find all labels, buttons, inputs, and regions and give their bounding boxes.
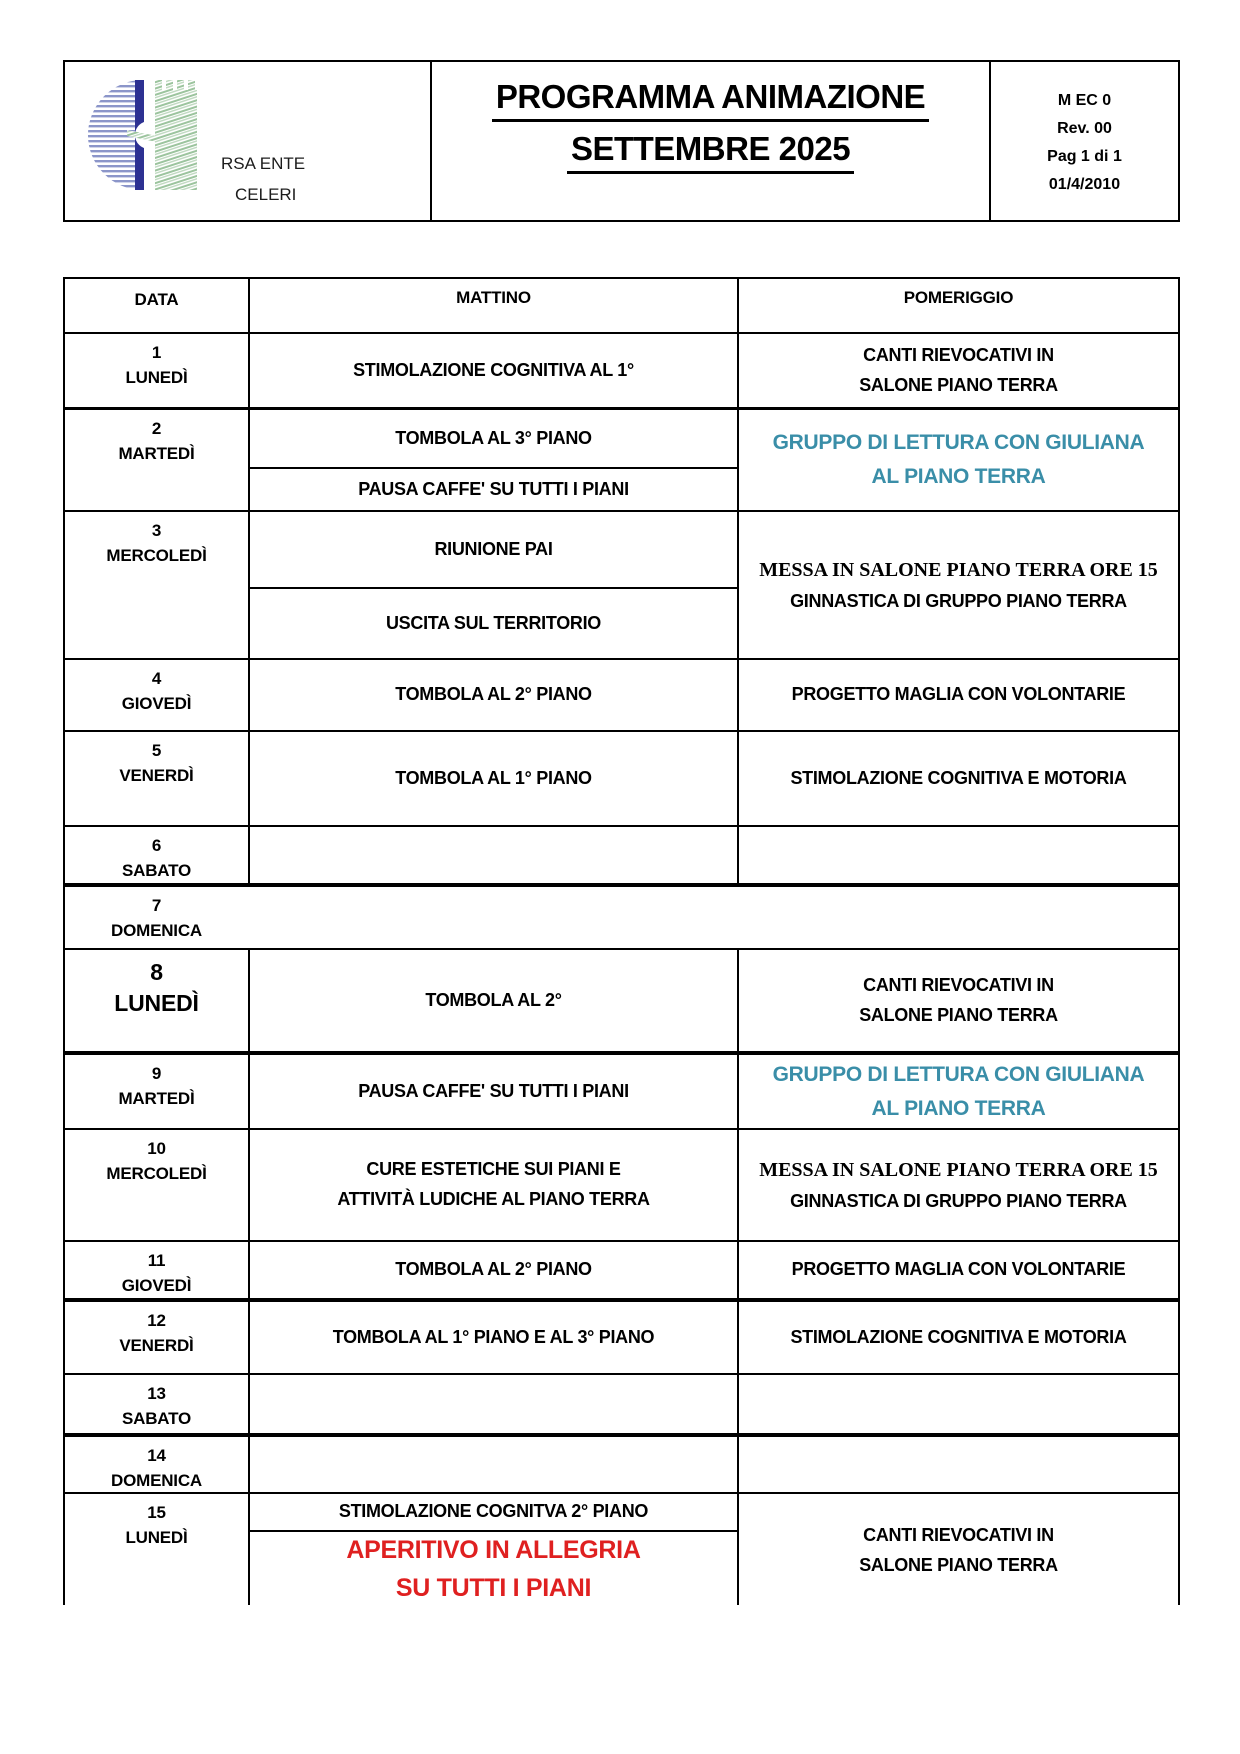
date-day: MERCOLEDÌ: [106, 1163, 207, 1183]
pomeriggio-cell: [737, 950, 1178, 1051]
activity-line: TOMBOLA AL 2° PIANO: [395, 684, 592, 705]
title-cell: [430, 62, 989, 220]
schedule-table: [63, 277, 1180, 1605]
mattino-subcell: [250, 1494, 737, 1530]
table-row: [65, 887, 1178, 950]
table-body: [65, 334, 1178, 1605]
date-day: LUNEDÌ: [125, 367, 188, 387]
date-number: 10: [147, 1139, 166, 1158]
date-number: 11: [147, 1251, 166, 1270]
table-row: [65, 1375, 1178, 1437]
date-day: DOMENICA: [111, 920, 202, 940]
mattino-subcell: [250, 467, 737, 510]
pomeriggio-cell: [737, 1055, 1178, 1128]
activity-line: AL PIANO TERRA: [871, 465, 1046, 488]
mattino-subcell: [250, 660, 737, 730]
date-cell: [65, 660, 248, 730]
date-day: VENERDÌ: [119, 1335, 194, 1355]
activity-line: STIMOLAZIONE COGNITIVA AL 1°: [353, 359, 634, 380]
mattino-subcell: [250, 1530, 737, 1605]
activity-line: CANTI RIEVOCATIVI IN: [863, 344, 1054, 365]
mattino-cell: [248, 512, 737, 658]
table-row: [65, 1130, 1178, 1242]
date-number: 7: [151, 896, 162, 915]
activity-line: GRUPPO DI LETTURA CON GIULIANA: [772, 1062, 1145, 1086]
merged-empty-cell: [248, 887, 1178, 948]
pomeriggio-cell: [737, 660, 1178, 730]
date-cell: [65, 512, 248, 658]
date-cell: [65, 1130, 248, 1240]
date-day: MARTEDÌ: [118, 1088, 195, 1108]
mattino-subcell: [250, 587, 737, 658]
date-number: 9: [151, 1064, 162, 1083]
activity-line: TOMBOLA AL 3° PIANO: [395, 427, 592, 448]
date-cell: [65, 1242, 248, 1298]
table-header-row: [65, 279, 1178, 334]
pomeriggio-cell: [737, 1494, 1178, 1605]
date-number: 8: [150, 959, 163, 985]
date-day: SABATO: [121, 1408, 191, 1428]
mattino-cell: [248, 334, 737, 407]
mattino-cell: [248, 660, 737, 730]
mattino-cell: [248, 1055, 737, 1128]
doc-subtitle: SETTEMBRE 2025: [567, 130, 854, 174]
date-cell: [65, 887, 248, 948]
column-header-pomeriggio: POMERIGGIO: [737, 279, 1178, 332]
date-cell: [65, 732, 248, 825]
date-day: GIOVEDÌ: [121, 693, 192, 713]
mattino-subcell: [250, 410, 737, 467]
table-row: [65, 410, 1178, 512]
table-row: [65, 334, 1178, 410]
activity-line: STIMOLAZIONE COGNITIVA E MOTORIA: [790, 1326, 1127, 1347]
date-number: 2: [151, 419, 162, 438]
mattino-cell: [248, 732, 737, 825]
pomeriggio-cell: [737, 1375, 1178, 1433]
pomeriggio-cell: [737, 827, 1178, 883]
activity-line: SALONE PIANO TERRA: [859, 1554, 1058, 1575]
date-number: 1: [151, 343, 162, 362]
pomeriggio-cell: [737, 1242, 1178, 1298]
date-cell: [65, 950, 248, 1051]
activity-line: PAUSA CAFFE' SU TUTTI I PIANI: [358, 1080, 629, 1101]
mattino-subcell: [250, 512, 737, 587]
pomeriggio-cell: [737, 732, 1178, 825]
date-cell: [65, 1302, 248, 1373]
pomeriggio-cell: [737, 334, 1178, 407]
date-number: 5: [151, 741, 162, 760]
org-name-line1: RSA ENTE: [221, 154, 306, 173]
date-day: MARTEDÌ: [118, 443, 195, 463]
mattino-cell: [248, 1494, 737, 1605]
date-day: VENERDÌ: [119, 765, 194, 785]
doc-code: M EC 0: [1057, 92, 1112, 109]
mattino-subcell: [250, 950, 737, 1051]
activity-line: AL PIANO TERRA: [871, 1096, 1046, 1120]
activity-line: TOMBOLA AL 1° PIANO: [395, 767, 592, 788]
pomeriggio-cell: [737, 1130, 1178, 1240]
doc-info-cell: [989, 62, 1178, 220]
activity-line: PROGETTO MAGLIA CON VOLONTARIE: [791, 1259, 1126, 1280]
activity-line: SU TUTTI I PIANI: [395, 1573, 592, 1602]
mattino-subcell: [250, 1130, 737, 1240]
date-day: DOMENICA: [111, 1470, 202, 1490]
activity-line: GINNASTICA DI GRUPPO PIANO TERRA: [790, 1190, 1127, 1211]
table-row: [65, 827, 1178, 887]
activity-line: APERITIVO IN ALLEGRIA: [346, 1536, 641, 1564]
date-number: 13: [147, 1384, 166, 1403]
activity-line: TOMBOLA AL 2°: [425, 989, 562, 1010]
date-number: 15: [147, 1503, 166, 1522]
activity-line: MESSA IN SALONE PIANO TERRA ORE 15: [759, 558, 1158, 581]
activity-line: MESSA IN SALONE PIANO TERRA ORE 15: [759, 1158, 1158, 1181]
mattino-subcell: [250, 1302, 737, 1373]
date-cell: [65, 334, 248, 407]
date-number: 12: [147, 1311, 166, 1330]
table-row: [65, 660, 1178, 732]
org-name: [221, 148, 305, 211]
column-header-data: DATA: [134, 290, 179, 309]
mattino-subcell: [250, 334, 737, 407]
table-row: [65, 512, 1178, 660]
activity-line: SALONE PIANO TERRA: [859, 1004, 1058, 1025]
mattino-cell: [248, 410, 737, 510]
doc-header: [63, 60, 1180, 222]
pomeriggio-cell: [737, 1437, 1178, 1492]
doc-date: 01/4/2010: [1048, 176, 1121, 193]
table-row: [65, 1437, 1178, 1494]
doc-title: PROGRAMMA ANIMAZIONE: [492, 78, 929, 122]
mattino-cell: [248, 1302, 737, 1373]
date-cell: [65, 827, 248, 883]
logo-battlements: [155, 80, 195, 91]
mattino-subcell: [250, 732, 737, 825]
activity-line: USCITA SUL TERRITORIO: [385, 612, 602, 633]
activity-line: CURE ESTETICHE SUI PIANI E: [366, 1159, 621, 1180]
logo-cell: [65, 62, 430, 220]
activity-line: TOMBOLA AL 1° PIANO E AL 3° PIANO: [332, 1326, 655, 1347]
pomeriggio-cell: [737, 410, 1178, 510]
activity-line: CANTI RIEVOCATIVI IN: [863, 974, 1054, 995]
date-number: 6: [151, 836, 162, 855]
activity-line: GINNASTICA DI GRUPPO PIANO TERRA: [790, 590, 1127, 611]
org-logo-icon: [77, 74, 209, 196]
table-row: [65, 1302, 1178, 1375]
activity-line: ATTIVITÀ LUDICHE AL PIANO TERRA: [337, 1189, 650, 1209]
activity-line: STIMOLAZIONE COGNITIVA E MOTORIA: [790, 767, 1127, 788]
date-day: MERCOLEDÌ: [106, 545, 207, 565]
date-cell: [65, 1494, 248, 1605]
table-row: [65, 1242, 1178, 1302]
date-cell: [65, 1437, 248, 1492]
date-day: SABATO: [121, 860, 191, 880]
date-day: GIOVEDÌ: [121, 1275, 192, 1295]
table-row: [65, 1494, 1178, 1605]
date-number: 4: [151, 669, 162, 688]
date-number: 14: [147, 1446, 166, 1465]
mattino-cell: [248, 1375, 737, 1433]
mattino-subcell: [250, 1437, 737, 1492]
doc-page-count: Pag 1 di 1: [1047, 148, 1122, 165]
date-cell: [65, 1055, 248, 1128]
mattino-cell: [248, 827, 737, 883]
activity-line: RIUNIONE PAI: [434, 538, 553, 559]
pomeriggio-cell: [737, 1302, 1178, 1373]
mattino-cell: [248, 950, 737, 1051]
table-row: [65, 732, 1178, 827]
activity-line: SALONE PIANO TERRA: [859, 374, 1058, 395]
mattino-cell: [248, 1437, 737, 1492]
table-row: [65, 950, 1178, 1055]
table-row: [65, 1055, 1178, 1130]
mattino-subcell: [250, 1242, 737, 1298]
date-day: LUNEDÌ: [125, 1527, 188, 1547]
org-name-line2: CELERI: [235, 185, 297, 205]
date-day: LUNEDÌ: [114, 990, 199, 1017]
pomeriggio-cell: [737, 512, 1178, 658]
mattino-subcell: [250, 1375, 737, 1433]
doc-revision: Rev. 00: [1057, 120, 1112, 137]
activity-line: TOMBOLA AL 2° PIANO: [395, 1259, 592, 1280]
date-cell: [65, 410, 248, 510]
activity-line: GRUPPO DI LETTURA CON GIULIANA: [772, 431, 1145, 455]
column-header-mattino: MATTINO: [248, 279, 737, 332]
date-cell: [65, 1375, 248, 1433]
mattino-subcell: [250, 827, 737, 883]
activity-line: PAUSA CAFFE' SU TUTTI I PIANI: [358, 478, 629, 499]
activity-line: STIMOLAZIONE COGNITVA 2° PIANO: [338, 1501, 649, 1522]
mattino-cell: [248, 1130, 737, 1240]
mattino-cell: [248, 1242, 737, 1298]
activity-line: PROGETTO MAGLIA CON VOLONTARIE: [791, 684, 1126, 705]
mattino-subcell: [250, 1055, 737, 1128]
activity-line: CANTI RIEVOCATIVI IN: [863, 1524, 1054, 1545]
date-number: 3: [151, 521, 162, 540]
